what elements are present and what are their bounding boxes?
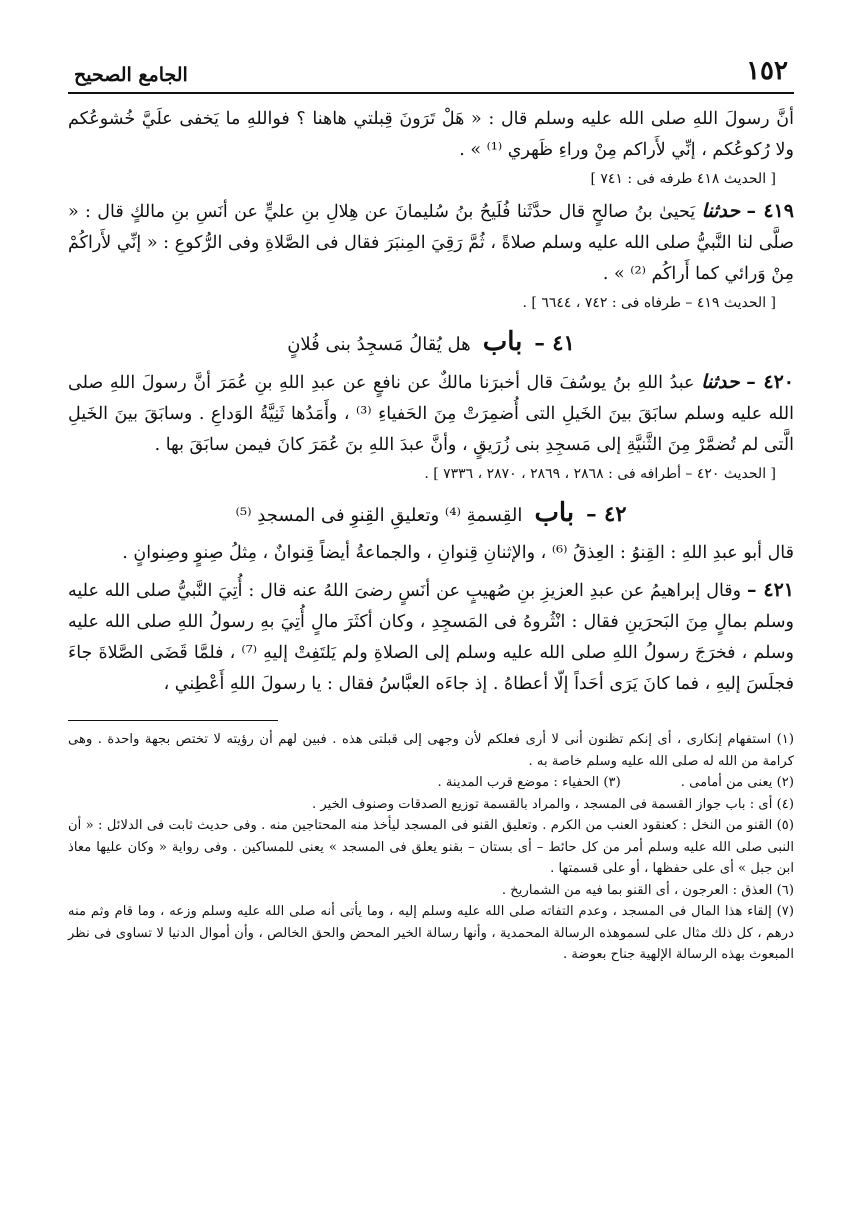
hadith-number: ٤٢٠ – <box>746 371 794 393</box>
chapter-number: ٤٢ – <box>586 501 627 526</box>
footnote-5: (٥) القنو من النخل : كعنقود العنب من الكرم . وتعليق القنو فى المسجد ليأخذ منه المحتاجين منه . وفى حديث ثابت فى الدلائل : « أن النبى صلى الله عليه وسلم أمر من كل حائط – أى بستان – بقنو يعلق فى المسجد » يعنى للمساكين . وفى رواية « وكان عليها معاذ ابن جبل » أى على حفظها ، أو على قسمتها . <box>68 818 794 876</box>
footnotes <box>68 729 794 966</box>
footnote-3: (٣) الحفياء : موضع قرب المدينة . <box>437 775 621 790</box>
footnote-1: (١) استفهام إنكارى ، أى إنكم تظنون أنى لا أرى فعلكم لأن وجهى إلى قبلتى هذه . فبين لهم أن رؤيته لا تختص بجهة واحدة . وهى كرامة من الله له صلى الله عليه وسلم خاصة به . <box>68 732 794 769</box>
book-title: الجامع الصحيح <box>74 64 188 86</box>
haddatha-word: حدثنا <box>701 371 740 393</box>
hadith-text: عبدُ اللهِ بنُ يوسُفَ قال أخبرَنا مالكٌ عن نافعٍ عن عبدِ اللهِ بنِ عُمَرَ أنَّ رسولَ اللهِ صلى الله عليه وسلم سابَقَ بينَ الخَيلِ التى أُضمِرَتْ مِنَ الحَفياءِ ⁽³⁾ ، وأَمَدُها ثَنِيَّةُ الوَداعِ . وسابَقَ بينَ الخَيلِ الَّتى لم تُضمَّرْ مِنَ الثَّنيَّةِ إلى مَسجِدِ بنى زُرَيقٍ ، وأنَّ عبدَ اللهِ بنَ عُمَرَ كانَ فيمن سابَقَ بها . <box>68 373 795 455</box>
hadith-text: يَحيىٰ بنُ صالحٍ قال حدَّثَنا فُلَيحُ بنُ سُليمانَ عن هِلالِ بنِ عليٍّ عن أنَسِ بنِ مالكٍ قال : « صلَّى لنا النَّبيُّ صلى الله عليه وسلم صلاةً ، ثُمَّ رَقِيَ المِنبَرَ فقال فى الصَّلاةِ وفى الرُّكوعِ : « إنِّي لأَراكُمْ مِنْ وَرائي كما أَراكُم ⁽²⁾ » . <box>68 202 794 284</box>
footnote-row <box>68 772 794 794</box>
chapter-number: ٤١ – <box>534 330 575 355</box>
abu-abdillah-comment: قال أبو عبدِ اللهِ : القِنوُ : العِذقُ ⁽⁶⁾ ، والإثنانِ قِنوانِ ، والجماعةُ أيضاً قِنوانٌ ، مِثلُ صِنوٍ وصِنوانٍ . <box>122 543 794 563</box>
chapter-title: القِسمةِ ⁽⁴⁾ وتعليقِ القِنوِ فى المسجدِ ⁽⁵⁾ <box>235 505 523 526</box>
hadith-418-reference: [ الحديث ٤١٨ طرفه فى : ٧٤١ ] <box>590 171 776 187</box>
chapter-title: هل يُقالُ مَسجِدُ بنى فُلانٍ <box>287 334 471 355</box>
bab-word: باب <box>482 327 523 357</box>
footnote-2: (٢) يعنى من أمامى . <box>680 775 794 790</box>
chapter-41-heading <box>68 326 794 361</box>
hadith-421 <box>68 575 794 700</box>
footnote-4: (٤) أى : باب جواز القسمة فى المسجد ، والمراد بالقسمة توزيع الصدقات وصنوف الخير . <box>312 796 794 812</box>
footnote-6: (٦) العذق : العرجون ، أى القنو بما فيه من الشماريخ . <box>501 882 794 898</box>
chapter-42-heading <box>68 497 794 532</box>
footnote-divider <box>68 720 278 721</box>
page-header <box>68 52 794 94</box>
hadith-420 <box>68 367 794 485</box>
footnote-7: (٧) إلقاء هذا المال فى المسجد ، وعدم التفاته صلى الله عليه وسلم إليه ، وما يأتى أنه صلى الله عليه وسلم وزعه ، وما قام وثم منه درهم ، كل ذلك مثال على لسموهذه الرسالة المحمدية ، وأنها رسالة الخير المحض والحق الخالص ، وأن أموال الدنيا لا تساوى فى نظر المبعوث بهذه الرسالة الإلهية جناح بعوضة . <box>68 904 794 962</box>
bab-word: باب <box>534 498 575 528</box>
haddatha-word: حدثنا <box>701 200 741 222</box>
book-page <box>68 52 794 966</box>
hadith-420-reference: [ الحديث ٤٢٠ – أطرافه فى : ٢٨٦٨ ، ٢٨٦٩ ، ٢٨٧٠ ، ٧٣٣٦ ] . <box>424 466 776 482</box>
page-number: ١٥٢ <box>746 56 788 86</box>
hadith-text: وقال إبراهيمُ عن عبدِ العزيزِ بنِ صُهيبٍ عن أنَسٍ رضىَ اللهُ عنه قال : أُتِيَ النَّبيُّ صلى الله عليه وسلم بمالٍ مِنَ البَحرَينِ فقال : انْثُروهُ فى المَسجِدِ ، وكان أكثَرَ مالٍ أُتِيَ بهِ رسولُ اللهِ صلى الله عليه وسلم ، فخرَجَ رسولُ اللهِ صلى الله عليه وسلم إلى الصلاةِ ولم يَلتَفِتْ إليهِ ⁽⁷⁾ ، فلمَّا قَضَى الصَّلاةَ جاءَ فجلَسَ إليهِ ، فما كانَ يَرَى أحَداً إلّا أعطاهُ . إذ جاءَه العبَّاسُ فقال : يا رسولَ اللهِ أَعْطِني ، <box>68 581 794 694</box>
hadith-419-reference: [ الحديث ٤١٩ – طرفاه فى : ٧٤٢ ، ٦٦٤٤ ] . <box>522 295 776 311</box>
hadith-number: ٤٢١ – <box>746 579 794 601</box>
hadith-number: ٤١٩ – <box>746 200 794 222</box>
intro-text: أنَّ رسولَ اللهِ صلى الله عليه وسلم قال : « هَلْ تَرَونَ قِبلتي هاهنا ؟ فواللهِ ما يَخفى علَيَّ خُشوعُكم ولا رُكوعُكم ، إنِّي لأَراكم مِنْ وراءِ ظَهري ⁽¹⁾ » . <box>68 109 794 160</box>
hadith-419 <box>68 196 794 314</box>
